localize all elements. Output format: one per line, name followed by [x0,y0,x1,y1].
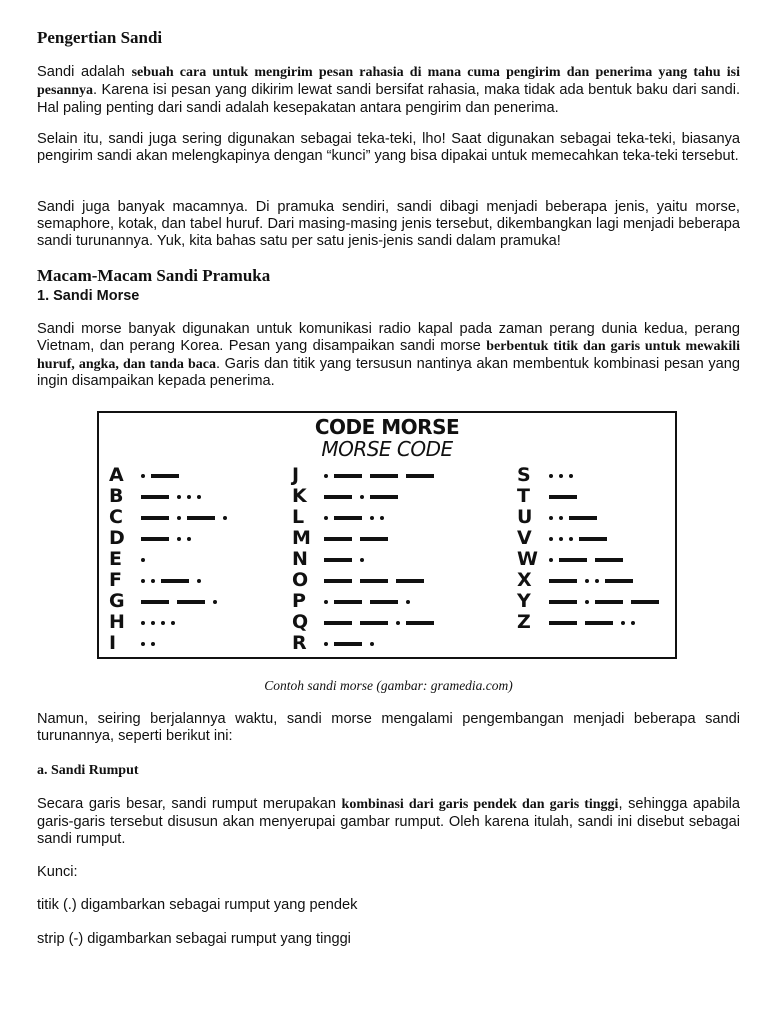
morse-dot [621,621,625,625]
morse-letter: T [517,485,530,507]
morse-symbol [549,486,585,507]
after-paragraph-1: Namun, seiring berjalannya waktu, sandi morse mengalami pengembangan menjadi beberapa sandi turunannya, seperti berikut ini: [37,711,740,744]
rumput-paragraph [37,796,740,847]
intro-paragraph-1 [37,64,740,116]
morse-dash [549,600,577,604]
chart-subtitle: MORSE CODE [321,437,453,461]
morse-symbol [549,465,579,486]
intro-text-c: . Karena isi pesan yang dikirim lewat sandi bersifat rahasia, maka tidak ada bentuk baku dari sandi. Hal paling penting dari sandi adalah kesepakatan antara pengirim dan penerima. [37,81,740,116]
morse-letter: W [517,548,538,570]
morse-letter: S [517,464,531,486]
intro-bold-definition: sebuah cara untuk mengirim pesan rahasia di mana cuma pengirim dan penerima yang tahu isi pesannya [37,65,740,98]
morse-letter: E [109,548,122,570]
morse-dot [151,579,155,583]
morse-dot [177,537,181,541]
rumput-text-c: , sehingga apabila garis-garis tersebut disusun akan menyerupai gambar rumput. Oleh karena itulah, sandi ini disebut sebagai sandi rumput. [37,796,740,847]
morse-letter: D [109,527,125,549]
morse-letter: Q [292,611,309,633]
morse-letter: C [109,506,123,528]
morse-dash [605,579,633,583]
morse-symbol [141,591,223,612]
morse-symbol [324,633,380,654]
morse-dot [370,642,374,646]
morse-dot [549,516,553,520]
morse-dash [141,516,169,520]
morse-dot [213,600,217,604]
morse-dot [549,474,553,478]
morse-dot [151,621,155,625]
morse-dot [559,516,563,520]
morse-dot [223,516,227,520]
morse-symbol [549,549,631,570]
morse-dash [360,537,388,541]
morse-dot [141,474,145,478]
morse-dash [141,600,169,604]
morse-text-c: . Garis dan titik yang tersusun nantinya akan membentuk kombinasi pesan yang ingin disampaikan kepada penerima. [37,355,740,390]
morse-dot [177,516,181,520]
morse-symbol [324,549,370,570]
morse-symbol [549,591,667,612]
morse-letter: N [292,548,308,570]
morse-symbol [324,528,396,549]
morse-dot [585,579,589,583]
morse-dash [360,579,388,583]
morse-dot [396,621,400,625]
morse-dot [549,537,553,541]
morse-dash [334,642,362,646]
morse-symbol [141,633,161,654]
morse-symbol [141,465,187,486]
morse-dash [324,621,352,625]
morse-dot [549,558,553,562]
morse-dash [324,495,352,499]
morse-dot [569,474,573,478]
morse-dash [549,579,577,583]
morse-letter: A [109,464,124,486]
morse-dot [585,600,589,604]
morse-dash [141,495,169,499]
morse-paragraph [37,321,740,390]
morse-letter: R [292,632,307,654]
morse-letter: B [109,485,124,507]
morse-dot [141,558,145,562]
morse-dash [177,600,205,604]
intro-paragraph-2: Selain itu, sandi juga sering digunakan sebagai teka-teki, lho! Saat digunakan sebagai teka-teki, biasanya pengirim sandi akan melengkapinya dengan “kunci” yang bisa dipakai untuk memecahkan teka-teki tersebut. [37,131,740,164]
morse-symbol [141,612,181,633]
morse-symbol [141,528,197,549]
morse-dot [370,516,374,520]
morse-dash [595,600,623,604]
morse-dot [324,474,328,478]
morse-dash [549,495,577,499]
morse-dot [324,516,328,520]
morse-dash [396,579,424,583]
morse-dash [559,558,587,562]
morse-dot [324,642,328,646]
intro-text-a: Sandi adalah [37,64,132,80]
morse-dash [187,516,215,520]
chart-title: CODE MORSE [314,415,460,439]
morse-symbol [549,612,641,633]
morse-dot [161,621,165,625]
morse-dash [334,474,362,478]
morse-letter: J [292,464,300,486]
figure-caption: Contoh sandi morse (gambar: gramedia.com) [264,678,513,693]
morse-symbol [141,486,207,507]
morse-dash [370,495,398,499]
morse-dash [370,600,398,604]
morse-dot [171,621,175,625]
strip-line: strip (-) digambarkan sebagai rumput yang tinggi [37,931,351,947]
morse-letter: V [517,527,532,549]
morse-letter: K [292,485,307,507]
morse-symbol [324,591,416,612]
morse-symbol [324,570,432,591]
morse-dot [187,537,191,541]
morse-letter: H [109,611,125,633]
morse-letter: Z [517,611,531,633]
morse-dash [324,579,352,583]
morse-letter: I [109,632,117,654]
kunci-label: Kunci: [37,864,78,880]
section-subheading: 1. Sandi Morse [37,288,140,304]
morse-symbol [549,507,605,528]
morse-symbol [549,570,641,591]
morse-symbol [549,528,615,549]
morse-dash [370,474,398,478]
morse-dot [141,642,145,646]
morse-dash [579,537,607,541]
morse-letter: U [517,506,533,528]
morse-dash [151,474,179,478]
morse-dot [631,621,635,625]
morse-dot [559,474,563,478]
morse-dash [141,537,169,541]
morse-dot [141,621,145,625]
morse-dot [569,537,573,541]
morse-dot [141,579,145,583]
sub-heading-a: a. Sandi Rumput [37,763,139,778]
morse-symbol [141,507,233,528]
morse-dash [585,621,613,625]
morse-dot [324,600,328,604]
morse-dot [151,642,155,646]
morse-letter: O [292,569,309,591]
morse-dot [406,600,410,604]
morse-dash [334,600,362,604]
morse-dot [197,495,201,499]
morse-text-a: Sandi morse banyak digunakan untuk komunikasi radio kapal pada zaman perang dunia kedua, perang Vietnam, dan perang Korea. Pesan yang disampaikan sandi morse [37,321,740,354]
morse-dot [380,516,384,520]
morse-dot [360,495,364,499]
morse-dash [324,537,352,541]
morse-code-chart [97,411,677,659]
morse-dash [569,516,597,520]
morse-dot [595,579,599,583]
morse-dot [197,579,201,583]
morse-symbol [324,486,406,507]
morse-letter: X [517,569,532,591]
morse-letter: F [109,569,122,591]
morse-letter: M [292,527,311,549]
morse-letter: L [292,506,305,528]
morse-dash [334,516,362,520]
section-heading: Macam-Macam Sandi Pramuka [37,266,271,285]
morse-bold-text: berbentuk titik dan garis untuk mewakili huruf, angka, dan tanda baca [37,338,740,372]
morse-dash [631,600,659,604]
titik-line: titik (.) digambarkan sebagai rumput yang pendek [37,897,358,913]
morse-dot [360,558,364,562]
morse-dot [559,537,563,541]
morse-dash [161,579,189,583]
intro-paragraph-3: Sandi juga banyak macamnya. Di pramuka sendiri, sandi dibagi menjadi beberapa jenis, yaitu morse, semaphore, kotak, dan tabel huruf. Dari masing-masing jenis tersebut, dikembangkan lagi menjadi beberapa sandi turunannya. Yuk, kita bahas satu per satu jenis-jenis sandi dalam pramuka! [37,199,740,249]
morse-letter: P [292,590,306,612]
morse-dash [406,621,434,625]
rumput-bold-text: kombinasi dari garis pendek dan garis tinggi [341,797,619,812]
morse-dot [177,495,181,499]
morse-dot [187,495,191,499]
morse-dash [595,558,623,562]
morse-dash [549,621,577,625]
morse-symbol [324,465,442,486]
morse-symbol [324,507,390,528]
morse-dash [360,621,388,625]
page-title: Pengertian Sandi [37,28,163,47]
morse-letter: G [109,590,125,612]
morse-letter: Y [517,590,531,612]
rumput-text-a: Secara garis besar, sandi rumput merupakan [37,796,342,812]
morse-symbol [324,612,442,633]
morse-dash [324,558,352,562]
morse-symbol [141,570,207,591]
morse-dash [406,474,434,478]
morse-symbol [141,549,151,570]
